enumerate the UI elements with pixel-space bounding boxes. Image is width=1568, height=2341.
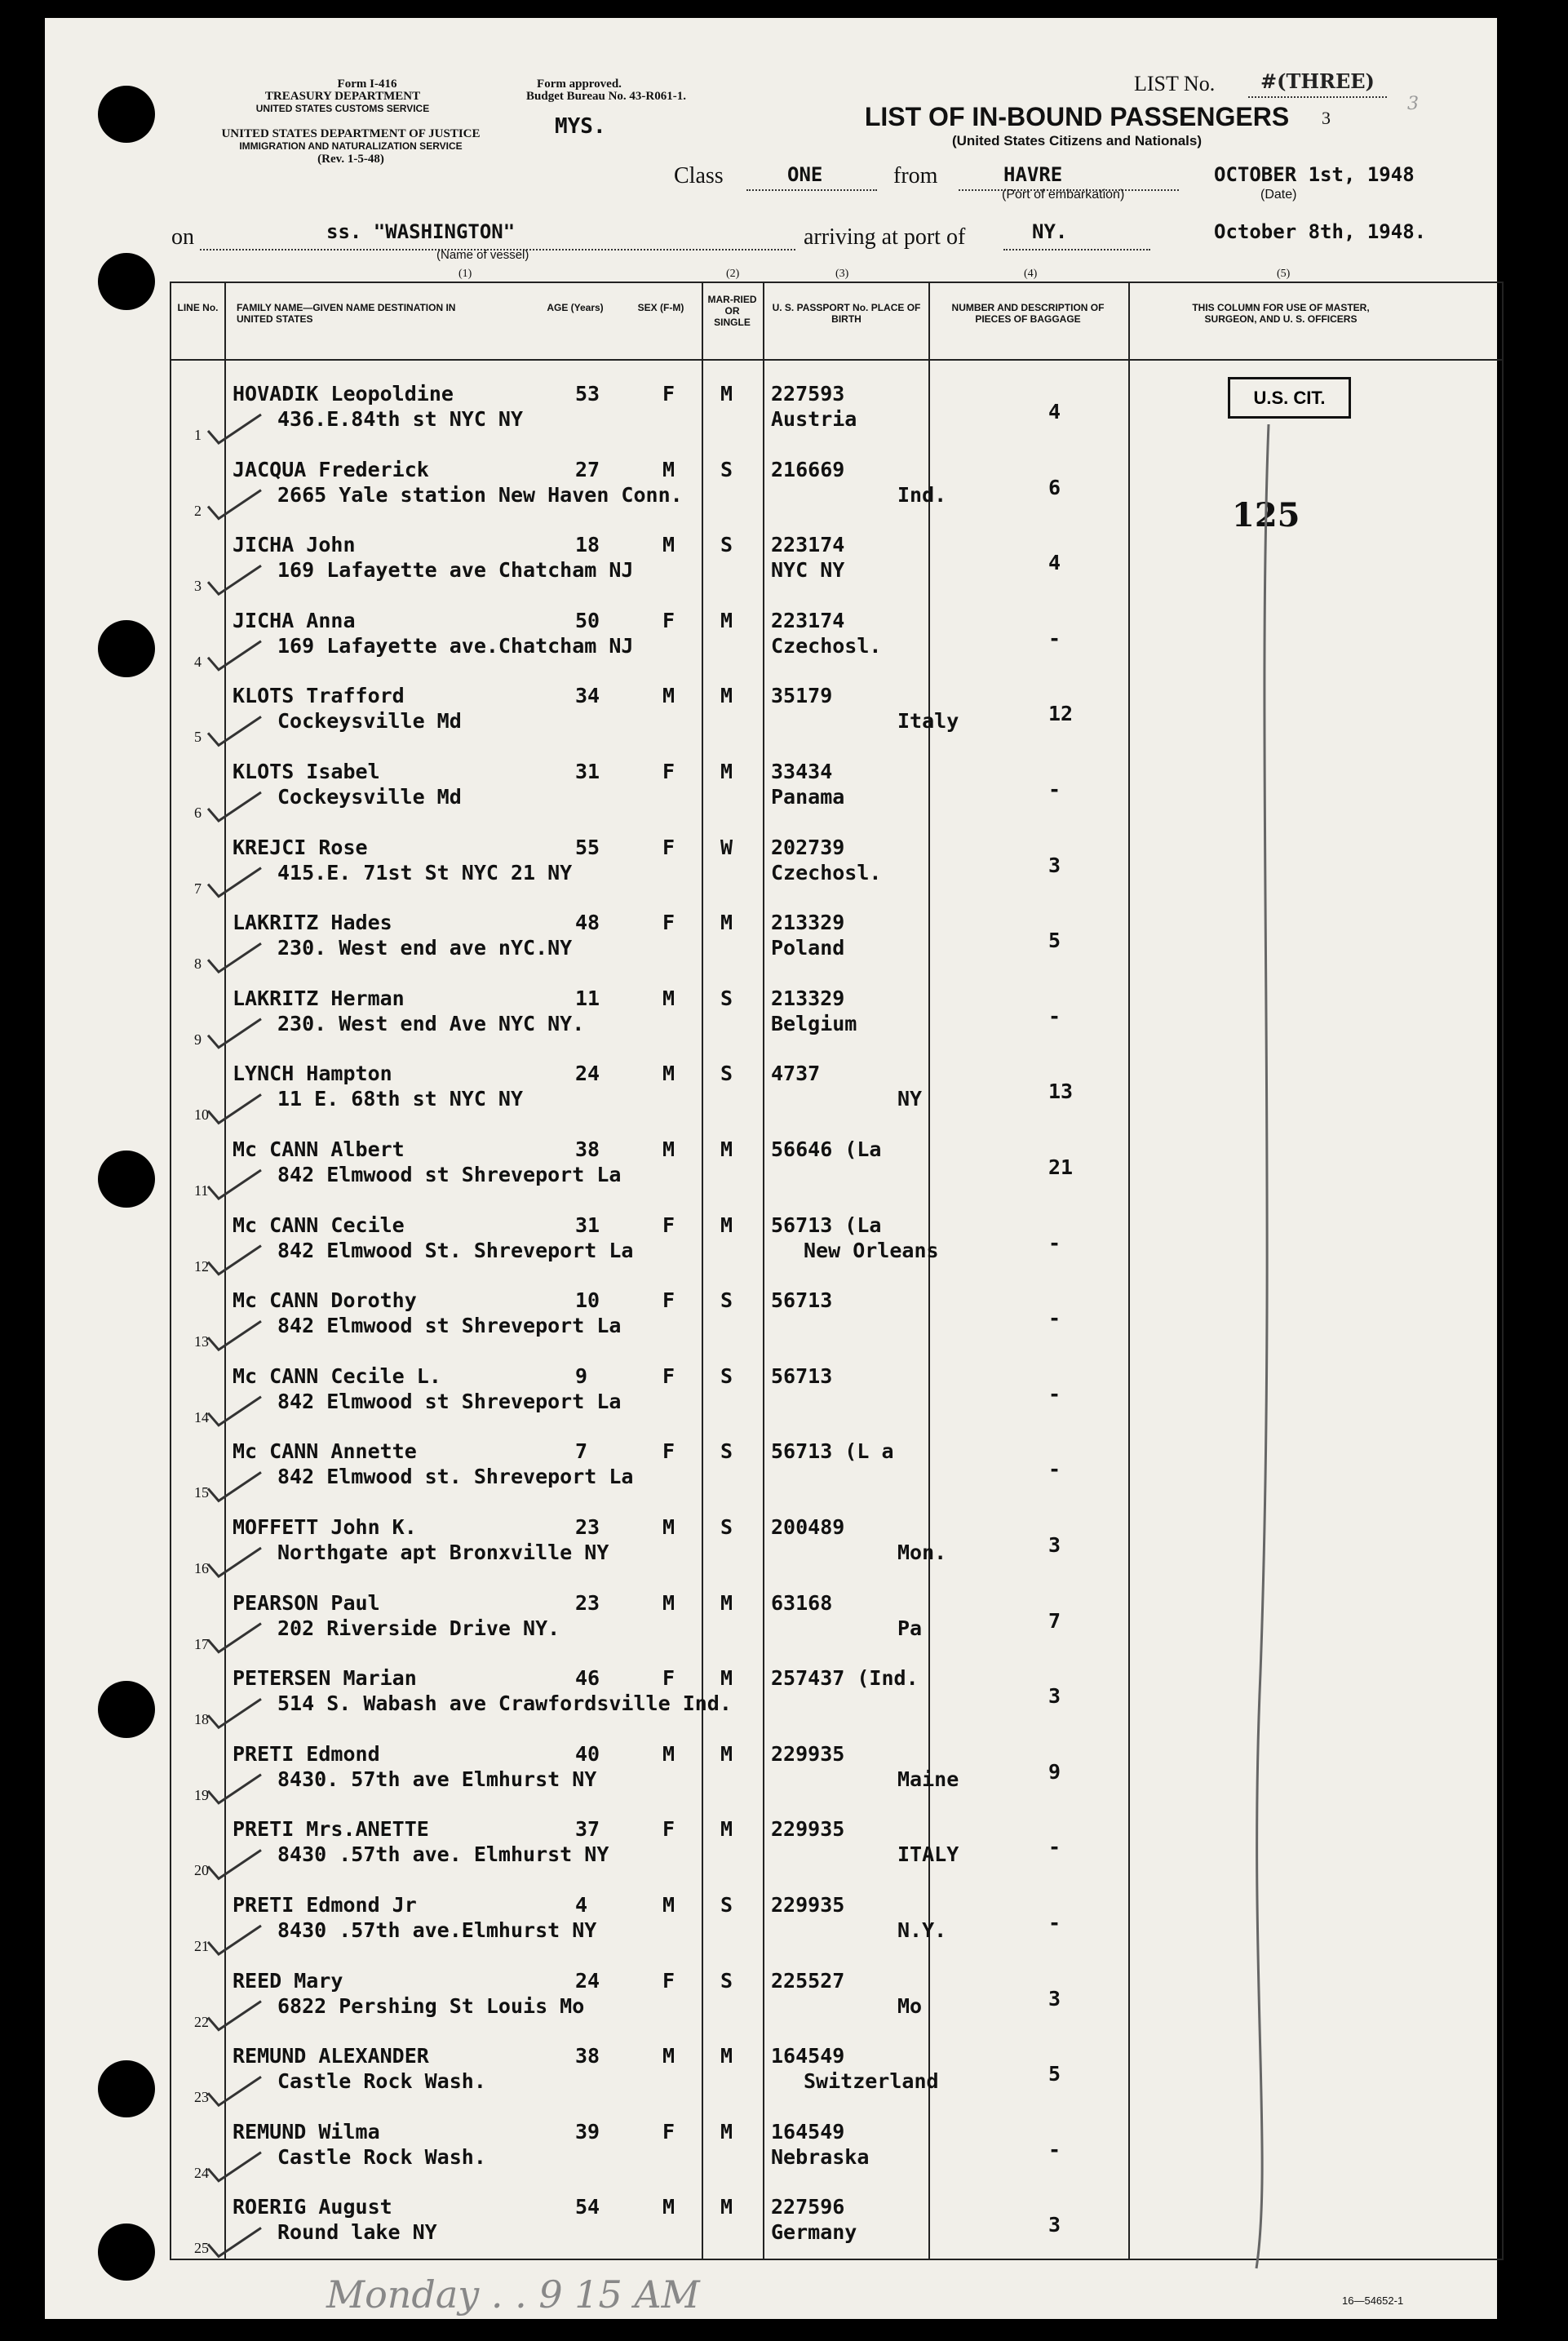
dept-immigration: IMMIGRATION AND NATURALIZATION SERVICE: [239, 140, 463, 152]
baggage-count: 5: [1048, 929, 1061, 953]
passenger-name: JICHA John: [233, 533, 356, 557]
passport-number: 213329: [771, 986, 845, 1010]
footer-code: 16—54652-1: [1342, 2294, 1404, 2307]
destination: Cockeysville Md: [277, 709, 462, 734]
line-number: 23: [194, 2089, 209, 2106]
passenger-name: Mc CANN Cecile: [233, 1213, 405, 1237]
mys-code: MYS.: [555, 114, 606, 139]
passenger-name: Mc CANN Cecile L.: [233, 1363, 441, 1388]
budget-bureau: Budget Bureau No. 43-R061-1.: [526, 90, 686, 103]
place-of-birth: NYC NY: [771, 558, 845, 583]
dept-justice: UNITED STATES DEPARTMENT OF JUSTICE: [221, 127, 481, 140]
marital-status: M: [720, 760, 733, 783]
vessel-note: (Name of vessel): [436, 248, 529, 262]
destination: 230. West end Ave NYC NY.: [277, 1011, 585, 1035]
sex: F: [662, 2119, 675, 2144]
passenger-name: PRETI Edmond Jr: [233, 1893, 417, 1917]
sex: F: [662, 1213, 675, 1237]
place-of-birth: Maine: [897, 1767, 959, 1791]
age: 39: [575, 2119, 600, 2144]
baggage-count: 3: [1048, 853, 1061, 877]
destination: 2665 Yale station New Haven Conn.: [277, 482, 683, 507]
line-number: 2: [194, 502, 202, 519]
passport-number: 216669: [771, 457, 845, 481]
sex: M: [662, 1515, 675, 1539]
passport-number: 56713 (L a: [771, 1439, 894, 1464]
passport-number: 229935: [771, 1817, 845, 1842]
place-of-birth: Ind.: [897, 482, 947, 507]
age: 23: [575, 1590, 600, 1615]
corner-number: 3: [1407, 94, 1419, 114]
line-number: 24: [194, 2164, 209, 2181]
passenger-name: KREJCI Rose: [233, 835, 368, 859]
arriving-label: arriving at port of: [804, 224, 966, 250]
marital-status: S: [720, 1439, 733, 1464]
age: 48: [575, 911, 600, 935]
arrival-port: NY.: [1032, 220, 1068, 243]
baggage-count: -: [1048, 1457, 1061, 1482]
baggage-count: 9: [1048, 1759, 1061, 1784]
passport-number: 223174: [771, 608, 845, 632]
list-no-value: #(THREE): [1260, 69, 1375, 93]
baggage-count: 12: [1048, 702, 1074, 726]
punch-hole: [98, 1151, 155, 1208]
line-number: 22: [194, 2013, 209, 2030]
col-num: (1): [458, 268, 472, 280]
destination: 8430 .57th ave.Elmhurst NY: [277, 1918, 597, 1942]
place-of-birth: Pa: [897, 1616, 923, 1640]
col-num: (4): [1024, 268, 1038, 280]
passport-number: 202739: [771, 835, 845, 859]
line-number: 20: [194, 1862, 209, 1879]
age: 46: [575, 1666, 600, 1691]
age: 9: [575, 1363, 588, 1388]
baggage-count: -: [1048, 1911, 1061, 1935]
line-number: 17: [194, 1635, 209, 1652]
dept-treasury: TREASURY DEPARTMENT: [264, 90, 421, 103]
passport-number: 56713: [771, 1288, 833, 1313]
place-of-birth: N.Y.: [897, 1918, 947, 1942]
marital-status: S: [720, 1515, 733, 1539]
line-number: 19: [194, 1786, 209, 1803]
line-number: 4: [194, 653, 202, 670]
age: 31: [575, 760, 600, 783]
age: 40: [575, 1741, 600, 1766]
us-citizen-stamp: U.S. CIT.: [1228, 377, 1351, 419]
age: 23: [575, 1515, 600, 1539]
baggage-count: 13: [1048, 1080, 1074, 1104]
line-number: 9: [194, 1031, 202, 1048]
passenger-name: REMUND Wilma: [233, 2119, 380, 2144]
passport-number: 223174: [771, 533, 845, 557]
place-of-birth: Italy: [897, 709, 959, 734]
marital-status: M: [720, 1590, 733, 1615]
passport-number: 164549: [771, 2044, 845, 2068]
baggage-count: 5: [1048, 2062, 1061, 2086]
date-note: (Date): [1260, 188, 1297, 202]
age: 4: [575, 1893, 588, 1917]
destination: 415.E. 71st St NYC 21 NY: [277, 860, 573, 885]
sex: F: [662, 608, 675, 632]
sex: F: [662, 835, 675, 859]
passport-number: 4737: [771, 1062, 821, 1086]
passport-number: 35179: [771, 684, 833, 708]
col-num: (5): [1277, 268, 1291, 280]
dept-customs: UNITED STATES CUSTOMS SERVICE: [255, 103, 430, 114]
marital-status: M: [720, 911, 733, 935]
passenger-name: REMUND ALEXANDER: [233, 2044, 429, 2068]
baggage-count: -: [1048, 1306, 1061, 1331]
sex: F: [662, 1288, 675, 1313]
destination: Northgate apt Bronxville NY: [277, 1541, 609, 1564]
place-of-birth: New Orleans: [804, 1238, 939, 1262]
sex: M: [662, 2195, 675, 2219]
form-id: Form I-416: [337, 78, 397, 91]
passenger-name: KLOTS Isabel: [233, 760, 380, 783]
sex: F: [662, 1666, 675, 1691]
marital-status: M: [720, 608, 733, 632]
age: 55: [575, 835, 600, 859]
col-header-baggage: NUMBER AND DESCRIPTION OF PIECES OF BAGGAGE: [951, 302, 1105, 325]
from-value: HAVRE: [1003, 163, 1063, 186]
marital-status: S: [720, 1062, 733, 1086]
col-header-passport: U. S. PASSPORT No. PLACE OF BIRTH: [772, 302, 921, 325]
marital-status: M: [720, 2044, 733, 2068]
passenger-name: LAKRITZ Hades: [233, 911, 392, 935]
passport-number: 213329: [771, 911, 845, 935]
baggage-count: 21: [1048, 1155, 1074, 1179]
sex: F: [662, 1439, 675, 1464]
passenger-name: KLOTS Trafford: [233, 684, 405, 708]
passport-number: 56646 (La: [771, 1137, 882, 1161]
destination: 169 Lafayette ave.Chatcham NJ: [277, 633, 634, 658]
age: 31: [575, 1213, 600, 1237]
age: 11: [575, 986, 600, 1010]
age: 37: [575, 1817, 600, 1842]
baggage-count: 7: [1048, 1608, 1061, 1633]
destination: Cockeysville Md: [277, 785, 462, 809]
baggage-count: -: [1048, 1381, 1061, 1406]
form-approved: Form approved.: [537, 78, 622, 91]
punch-hole: [98, 620, 155, 677]
destination: 842 Elmwood st Shreveport La: [277, 1163, 622, 1186]
place-of-birth: Austria: [771, 407, 857, 431]
destination: 842 Elmwood st Shreveport La: [277, 1389, 622, 1413]
col-num: (3): [835, 268, 849, 280]
passport-number: 229935: [771, 1741, 845, 1766]
line-number: 11: [194, 1182, 209, 1199]
line-number: 10: [194, 1106, 209, 1124]
sex: M: [662, 1741, 675, 1766]
baggage-count: -: [1048, 2137, 1061, 2161]
passenger-name: PEARSON Paul: [233, 1590, 380, 1615]
passenger-name: ROERIG August: [233, 2195, 392, 2219]
marital-status: S: [720, 1288, 733, 1313]
line-number: 15: [194, 1484, 209, 1501]
sex: M: [662, 2044, 675, 2068]
line-number: 8: [194, 955, 202, 973]
col-header-line: LINE No.: [177, 302, 219, 313]
line-number: 6: [194, 805, 202, 821]
line-number: 21: [194, 1938, 209, 1954]
page-subtitle: (United States Citizens and Nationals): [951, 133, 1203, 149]
line-number: 5: [194, 729, 202, 746]
passenger-name: Mc CANN Annette: [233, 1439, 417, 1464]
arrival-date: October 8th, 1948.: [1214, 220, 1427, 243]
age: 50: [575, 608, 600, 632]
passport-number: 257437 (Ind.: [771, 1666, 919, 1691]
baggage-count: -: [1048, 778, 1061, 801]
passenger-name: LYNCH Hampton: [233, 1062, 392, 1086]
destination: 230. West end ave nYC.NY: [277, 936, 573, 960]
punch-hole: [98, 253, 155, 310]
col-header-officers: THIS COLUMN FOR USE OF MASTER, SURGEON, AND U. S. OFFICERS: [1192, 302, 1370, 325]
on-label: on: [171, 224, 194, 250]
list-no-label: LIST No.: [1134, 72, 1216, 95]
departure-date: OCTOBER 1st, 1948: [1214, 163, 1415, 186]
class-value: ONE: [787, 163, 823, 186]
age: 27: [575, 457, 600, 481]
sex: M: [662, 1590, 675, 1615]
from-label: from: [893, 163, 938, 188]
destination: 6822 Pershing St Louis Mo: [277, 1993, 585, 2018]
place-of-birth: Mon.: [897, 1541, 947, 1564]
place-of-birth: Panama: [771, 785, 845, 809]
punch-hole: [98, 2060, 155, 2117]
punch-hole: [98, 2224, 155, 2281]
baggage-count: -: [1048, 626, 1061, 650]
place-of-birth: Czechosl.: [771, 633, 882, 658]
marital-status: S: [720, 533, 733, 557]
line-number: 7: [194, 880, 202, 897]
line-number: 16: [194, 1560, 209, 1576]
sex: M: [662, 533, 675, 557]
destination: Round lake NY: [277, 2220, 437, 2245]
sex: M: [662, 986, 675, 1010]
line-number: 25: [194, 2240, 209, 2257]
passenger-name: JACQUA Frederick: [233, 457, 429, 481]
marital-status: S: [720, 986, 733, 1010]
line-number: 3: [194, 578, 202, 595]
marital-status: S: [720, 1363, 733, 1388]
age: 53: [575, 382, 600, 406]
age: 38: [575, 1137, 600, 1161]
passport-number: 200489: [771, 1515, 845, 1539]
place-of-birth: ITALY: [897, 1842, 959, 1867]
destination: Castle Rock Wash.: [277, 2144, 486, 2169]
place-of-birth: Czechosl.: [771, 860, 882, 885]
passport-number: 164549: [771, 2119, 845, 2144]
sex: F: [662, 760, 675, 783]
handwritten-note: Monday . . 9 15 AM: [326, 2272, 700, 2317]
place-of-birth: Nebraska: [771, 2144, 870, 2169]
col-header-age: AGE (Years): [547, 302, 604, 313]
col-header-name: FAMILY NAME—GIVEN NAME DESTINATION IN UNITED STATES: [237, 302, 456, 325]
line-number: 14: [194, 1408, 209, 1425]
marital-status: M: [720, 2119, 733, 2144]
destination: 842 Elmwood St. Shreveport La: [277, 1238, 634, 1262]
marital-status: M: [720, 1817, 733, 1842]
marital-status: S: [720, 1968, 733, 1993]
age: 18: [575, 533, 600, 557]
vessel-name: ss. "WASHINGTON": [326, 220, 516, 243]
col-header-married: MAR-RIED OR SINGLE: [707, 294, 757, 328]
sex: M: [662, 1893, 675, 1917]
sex: F: [662, 1363, 675, 1388]
marital-status: S: [720, 457, 733, 481]
sex: M: [662, 1062, 675, 1086]
age: 54: [575, 2195, 600, 2219]
marital-status: W: [720, 835, 733, 859]
sex: F: [662, 1968, 675, 1993]
passport-number: 229935: [771, 1893, 845, 1917]
age: 10: [575, 1288, 600, 1313]
baggage-count: -: [1048, 1004, 1061, 1028]
passenger-name: LAKRITZ Herman: [233, 986, 405, 1010]
passenger-name: PETERSEN Marian: [233, 1666, 417, 1691]
sex: F: [662, 382, 675, 406]
destination: 842 Elmwood st. Shreveport La: [277, 1465, 634, 1489]
passenger-name: JICHA Anna: [233, 608, 356, 632]
marital-status: M: [720, 2195, 733, 2219]
embark-note: (Port of embarkation): [1002, 188, 1125, 202]
baggage-count: 3: [1048, 1684, 1061, 1709]
class-label: Class: [674, 163, 724, 188]
age: 38: [575, 2044, 600, 2068]
page-title: LIST OF IN-BOUND PASSENGERS: [864, 102, 1290, 131]
passenger-count: 125: [1232, 496, 1300, 534]
baggage-count: 3: [1048, 1533, 1061, 1557]
marital-status: M: [720, 382, 733, 406]
baggage-count: 6: [1048, 475, 1061, 499]
marital-status: M: [720, 1741, 733, 1766]
baggage-count: 3: [1048, 1986, 1061, 2011]
sex: M: [662, 684, 675, 708]
passport-number: 225527: [771, 1968, 845, 1993]
passenger-name: Mc CANN Albert: [233, 1137, 405, 1161]
destination: 8430. 57th ave Elmhurst NY: [277, 1767, 597, 1791]
passenger-name: PRETI Mrs.ANETTE: [233, 1817, 429, 1842]
marital-status: S: [720, 1893, 733, 1917]
line-number: 1: [194, 427, 202, 443]
destination: Castle Rock Wash.: [277, 2069, 486, 2094]
passenger-name: MOFFETT John K.: [233, 1515, 417, 1539]
passport-number: 227593: [771, 382, 845, 406]
place-of-birth: Germany: [771, 2220, 857, 2245]
sex: M: [662, 457, 675, 481]
passport-number: 56713 (La: [771, 1213, 882, 1237]
marital-status: M: [720, 1213, 733, 1237]
sex: F: [662, 1817, 675, 1842]
age: 24: [575, 1968, 600, 1993]
line-number: 18: [194, 1711, 209, 1728]
destination: 202 Riverside Drive NY.: [277, 1616, 560, 1640]
baggage-count: 4: [1048, 551, 1061, 575]
destination: 514 S. Wabash ave Crawfordsville Ind.: [277, 1691, 732, 1716]
sex: F: [662, 911, 675, 935]
passport-number: 63168: [771, 1590, 833, 1615]
passport-number: 33434: [771, 760, 833, 783]
passport-number: 56713: [771, 1363, 833, 1388]
marital-status: M: [720, 684, 733, 708]
place-of-birth: Mo: [897, 1993, 923, 2018]
form-revision: (Rev. 1-5-48): [317, 153, 384, 166]
passenger-name: Mc CANN Dorothy: [233, 1288, 417, 1313]
passenger-name: HOVADIK Leopoldine: [233, 382, 454, 406]
line-number: 13: [194, 1333, 209, 1350]
place-of-birth: Switzerland: [804, 2069, 939, 2094]
marital-status: M: [720, 1137, 733, 1161]
col-header-sex: SEX (F-M): [637, 302, 684, 313]
sex: M: [662, 1137, 675, 1161]
punch-hole: [98, 86, 155, 143]
destination: 842 Elmwood st Shreveport La: [277, 1314, 622, 1338]
punch-hole: [98, 1681, 155, 1738]
page-number: 3: [1322, 108, 1331, 128]
place-of-birth: NY: [897, 1087, 923, 1111]
marital-status: M: [720, 1666, 733, 1691]
baggage-count: -: [1048, 1230, 1061, 1255]
baggage-count: 3: [1048, 2213, 1061, 2237]
age: 24: [575, 1062, 600, 1086]
baggage-count: -: [1048, 1835, 1061, 1860]
baggage-count: 4: [1048, 400, 1061, 423]
age: 34: [575, 684, 600, 708]
passenger-name: REED Mary: [233, 1968, 343, 1993]
passport-number: 227596: [771, 2195, 845, 2219]
destination: 169 Lafayette ave Chatcham NJ: [277, 558, 634, 583]
destination: 436.E.84th st NYC NY: [277, 407, 524, 431]
destination: 11 E. 68th st NYC NY: [277, 1087, 524, 1111]
col-num: (2): [726, 268, 740, 280]
place-of-birth: Belgium: [771, 1011, 857, 1035]
line-number: 12: [194, 1257, 209, 1275]
passenger-name: PRETI Edmond: [233, 1741, 380, 1766]
destination: 8430 .57th ave. Elmhurst NY: [277, 1842, 609, 1867]
place-of-birth: Poland: [771, 936, 845, 960]
age: 7: [575, 1439, 588, 1464]
